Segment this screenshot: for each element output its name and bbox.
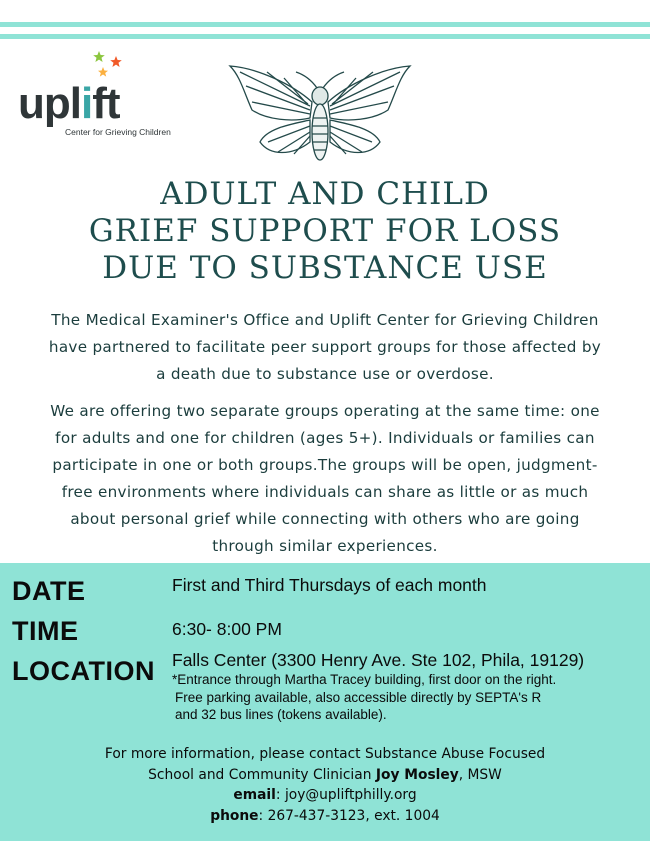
contact-name: Joy Mosley	[375, 766, 459, 783]
logo-tagline: Center for Grieving Children	[65, 127, 171, 137]
location-note: *Entrance through Martha Tracey building, first door on the right. Free parking available, also accessible directly by SEPTA's R and 32 bus lines (tokens available).	[172, 672, 557, 722]
title-line: DUE TO SUBSTANCE USE	[102, 250, 548, 286]
stars-icon	[92, 50, 128, 82]
moth-icon	[222, 62, 418, 174]
contact-email[interactable]: email: joy@upliftphilly.org	[233, 787, 417, 803]
contact-phone[interactable]: phone: 267-437-3123, ext. 1004	[210, 807, 440, 824]
title-line: GRIEF SUPPORT FOR LOSS	[88, 213, 562, 249]
top-stripe	[0, 22, 650, 27]
time-label: TIME	[12, 616, 79, 646]
uplift-logo	[18, 50, 178, 140]
date-value: First and Third Thursdays of each month	[172, 575, 487, 595]
date-label: DATE	[12, 576, 86, 606]
logo-wordmark: uplift	[18, 79, 120, 128]
intro-paragraph: The Medical Examiner's Office and Uplift Center for Grieving Children have partnered to facilitate peer support groups for those affected by a death due to substance use or overdose.	[48, 311, 602, 383]
groups-paragraph: We are offering two separate groups operating at the same time: one for adults and one for children (ages 5+). Individuals or families can participate in one or both groups.The groups will be open, judgment- free environments where individuals can share as little or as much about personal grief while connecting with others who are going through similar experiences.	[50, 402, 600, 555]
time-value: 6:30- 8:00 PM	[172, 619, 282, 639]
contact-info: For more information, please contact Substance Abuse Focused School and Community Clinician Joy Mosley, MSW email: joy@upliftphilly.org phone: 267-437-3123, ext. 1004	[0, 744, 650, 826]
title-line: ADULT AND CHILD	[160, 176, 490, 212]
location-label: LOCATION	[12, 656, 155, 686]
page-title	[0, 176, 650, 287]
top-stripe-second	[0, 34, 650, 39]
location-value: Falls Center (3300 Henry Ave. Ste 102, Phila, 19129)	[172, 650, 585, 670]
